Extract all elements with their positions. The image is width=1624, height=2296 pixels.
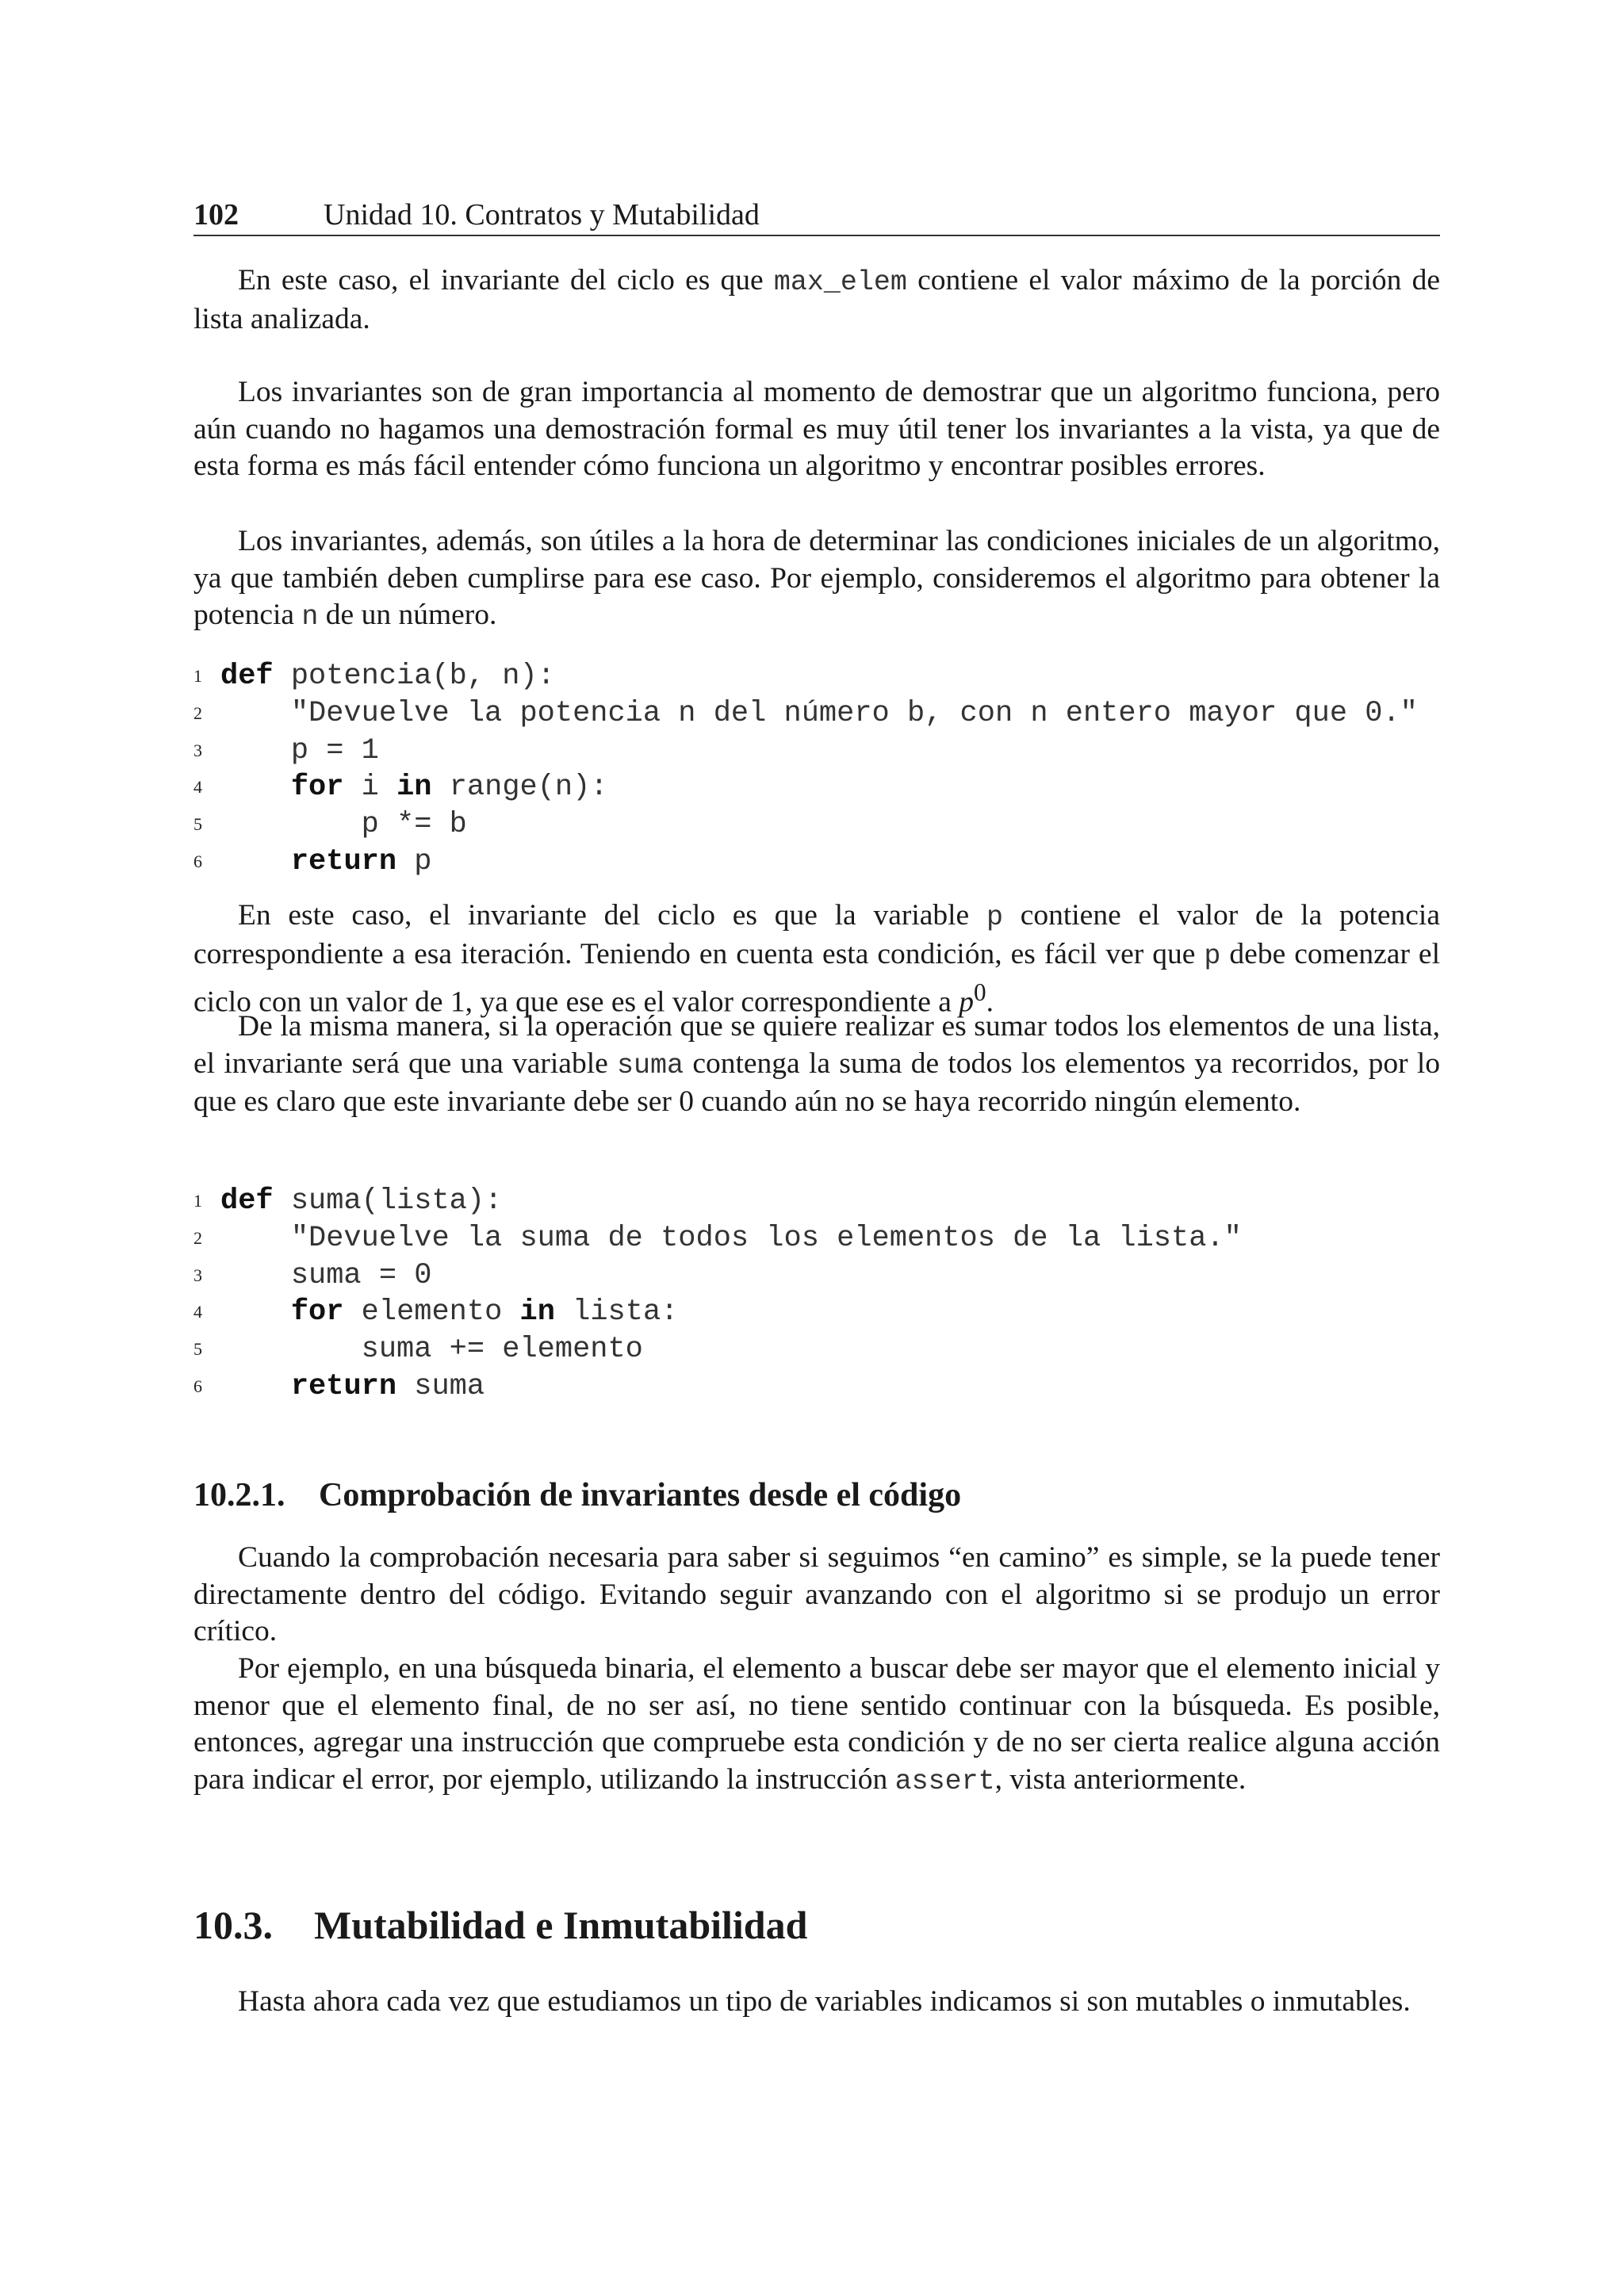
paragraph-initial-conditions: Los invariantes, además, son útiles a la hora de determinar las condiciones iniciales de un algoritmo, ya que también deben cumplirse para ese caso. Por ejemplo, consideremos el algoritmo para obtener la potencia n de un número. <box>193 525 1440 633</box>
code-listing-suma <box>193 1183 1440 1406</box>
code-line: 5 p *= b <box>193 808 467 842</box>
code-line: 3 suma = 0 <box>193 1258 432 1292</box>
inline-code: n <box>301 601 319 633</box>
paragraph-invariants-importance: Los invariantes son de gran importancia al momento de demostrar que un algoritmo funciona, pero aún cuando no hagamos una demostración formal es muy útil tener los invariantes a la vista, ya que de esta forma es más fácil entender cómo funciona un algoritmo y encontrar posibles errores. <box>193 376 1440 482</box>
code-line: 4 for elemento in lista: <box>193 1295 679 1330</box>
inline-code: p <box>986 901 1003 933</box>
subsection-number: 10.2.1. <box>193 1477 285 1513</box>
code-line: 2 "Devuelve la suma de todos los elementos de la lista." <box>193 1221 1242 1255</box>
section-title: Mutabilidad e Inmutabilidad <box>314 1903 808 1947</box>
paragraph-potencia-invariant: En este caso, el invariante del ciclo es que la variable p contiene el valor de la potencia correspondiente a esa iteración. Teniendo en cuenta esta condición, es fácil ver que p debe comenzar el ciclo con un valor de 1, ya que ese es el valor correspondiente a $p^0$. <box>193 899 1440 1019</box>
chapter-title: Unidad 10. Contratos y Mutabilidad <box>324 198 760 232</box>
code-line: 2 "Devuelve la potencia n del número b, con n entero mayor que 0." <box>193 696 1418 730</box>
paragraph-max-elem: En este caso, el invariante del ciclo es que max_elem contiene el valor máximo de la porción de lista analizada. <box>193 264 1441 335</box>
code-line: 3 p = 1 <box>193 733 379 767</box>
code-line: 5 suma += elemento <box>193 1333 643 1367</box>
paragraph-suma-invariant: De la misma manera, si la operación que se quiere realizar es sumar todos los elementos de una lista, el invariante será que una variable suma contenga la suma de todos los elementos ya recorridos, por lo que es claro que este invariante debe ser 0 cuando aún no se haya recorrido ningún elemento. <box>193 1010 1441 1118</box>
paragraph-mutability-intro: Hasta ahora cada vez que estudiamos un tipo de variables indicamos si son mutables o inmutables. <box>238 1985 1411 2018</box>
section-number: 10.3. <box>193 1903 273 1947</box>
code-listing-potencia <box>193 658 1440 881</box>
math-exponent: 0 <box>974 978 986 1006</box>
paragraph-binary-search: Por ejemplo, en una búsqueda binaria, el elemento a buscar debe ser mayor que el elemento inicial y menor que el elemento final, de no ser así, no tiene sentido continuar con la búsqueda. Es posible, entonces, agregar una instrucción que compruebe esta condición y de no ser cierta realice alguna acción para indicar el error, por ejemplo, utilizando la instrucción assert, vista anteriormente. <box>193 1652 1440 1797</box>
page-number: 102 <box>193 198 239 232</box>
inline-code: max_elem <box>773 266 907 298</box>
math-variable: p <box>959 985 974 1019</box>
running-header <box>193 195 1440 236</box>
code-line: 6 return p <box>193 844 432 878</box>
code-line: 6 return suma <box>193 1369 485 1403</box>
code-line: 1 def suma(lista): <box>193 1184 503 1218</box>
inline-code: assert <box>894 1765 995 1797</box>
paragraph-code-checks: Cuando la comprobación necesaria para saber si seguimos “en camino” es simple, se la puede tener directamente dentro del código. Evitando seguir avanzando con el algoritmo si se produjo un error crítico. <box>193 1541 1440 1647</box>
code-line: 1 def potencia(b, n): <box>193 660 555 693</box>
inline-code: suma <box>617 1049 684 1081</box>
inline-code: p <box>1204 939 1221 972</box>
code-line: 4 for i in range(n): <box>193 771 608 805</box>
subsection-title: Comprobación de invariantes desde el código <box>319 1477 962 1513</box>
